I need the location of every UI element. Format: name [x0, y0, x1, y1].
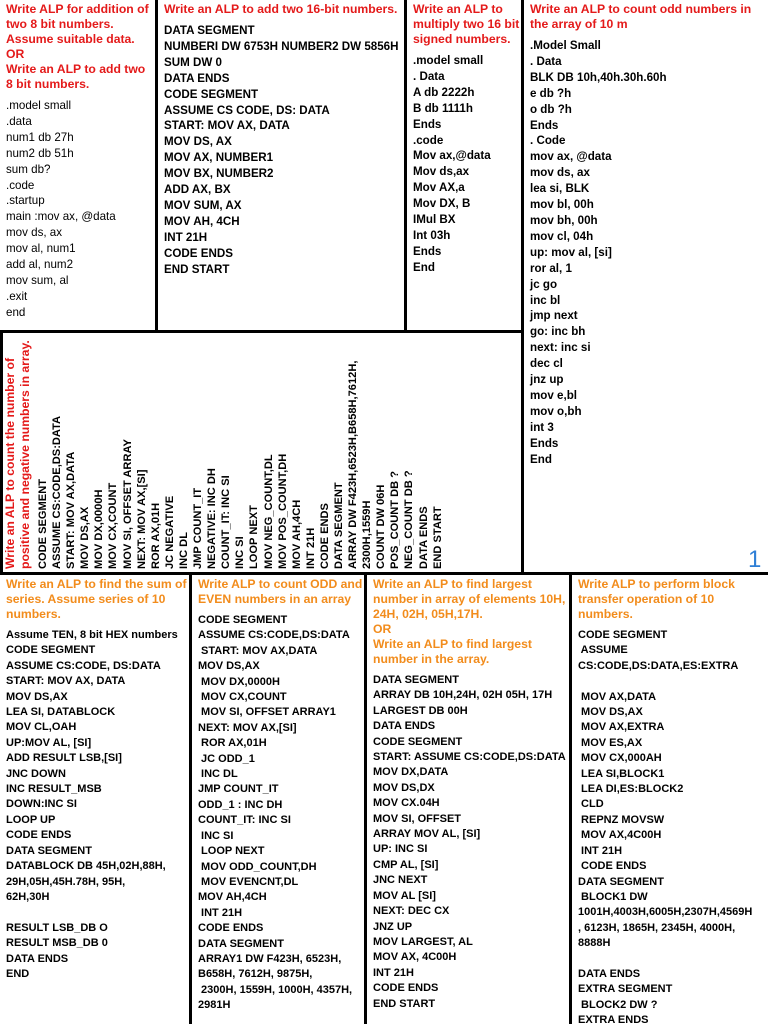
code-line: mov ds, ax: [6, 226, 63, 240]
panel-title: Write an ALP to multiply two 16 bit signed numbers.: [413, 2, 520, 46]
code-line: NEXT: MOV AX,[SI]: [198, 721, 297, 734]
code-line: INC SI: [234, 536, 247, 569]
code-line: 29H,05H,45H.78H, 95H,: [6, 875, 126, 888]
code-line: MOV DX,DATA: [373, 766, 449, 779]
code-line: INC DL: [177, 532, 190, 569]
code-line: EXTRA ENDS: [578, 1014, 649, 1024]
code-line: ADD RESULT LSB,[SI]: [6, 752, 122, 765]
panel-title: Write an ALP to count odd numbers in the array of 10 m: [530, 2, 752, 31]
code-line: MOV POS_COUNT,DH: [276, 453, 289, 569]
code-line: Int 03h: [413, 228, 451, 242]
code-line: MOV EVENCNT,DL: [198, 875, 299, 888]
code-line: Mov DX, B: [413, 197, 471, 211]
code-line: int 3: [530, 420, 554, 434]
code-line: mov bl, 00h: [530, 198, 594, 212]
code-line: mov sum, al: [6, 273, 69, 287]
code-line: MOV SI, OFFSET ARRAY: [121, 439, 134, 569]
code-line: LOOP NEXT: [248, 505, 261, 569]
code-line: LOOP NEXT: [198, 845, 265, 858]
code-line: SUM DW 0: [164, 55, 222, 69]
code-line: DOWN:INC SI: [6, 798, 77, 811]
code-line: , 6123H, 1865H, 2345H, 4000H,: [578, 921, 736, 934]
code-line: MOV AH,4CH: [290, 499, 303, 569]
code-line: o db ?h: [530, 102, 572, 116]
panel-title: Write ALP to perform block transfer operation of 10 numbers.: [578, 577, 735, 621]
code-line: DATA SEGMENT: [578, 875, 664, 888]
code-line: MOV CL,OAH: [6, 721, 77, 734]
code-line: end: [6, 305, 26, 319]
code-line: CODE SEGMENT: [198, 614, 288, 626]
code-line: CODE SEGMENT: [37, 479, 49, 569]
panel-title: Write ALP to count ODD and EVEN numbers in an array: [198, 577, 363, 606]
code-line: JC NEGATIVE: [163, 495, 176, 569]
code-line: INT 21H: [304, 527, 317, 569]
code-line: CODE SEGMENT: [164, 87, 259, 101]
code-line: MOV NEG_COUNT,DL: [262, 454, 275, 569]
code-line: MOV DS, AX: [164, 135, 232, 149]
code-line: INT 21H: [578, 844, 623, 857]
code-line: INT 21H: [164, 230, 208, 244]
code-line: .code: [6, 178, 35, 192]
code-line: END: [6, 967, 30, 980]
code-line: ASSUME CS:CODE, DS:DATA: [6, 659, 161, 672]
code-line: DATA ENDS: [578, 967, 641, 980]
panel-title: Write ALP for addition of two 8 bit numbers. Assume suitable data. OR Write an ALP to add two 8 bit numbers.: [6, 2, 149, 91]
code-line: JMP COUNT_IT: [198, 783, 279, 796]
code-line: MOV DX,0000H: [198, 675, 280, 688]
panel-sum-series: [0, 575, 192, 1024]
code-line: .code: [413, 133, 444, 147]
code-line: ASSUME: [578, 644, 628, 657]
code-line: [6, 905, 192, 920]
code-line: DATA ENDS: [164, 71, 230, 85]
code-line: ADD AX, BX: [164, 183, 231, 197]
code-listing: [164, 23, 407, 278]
code-line: COUNT DW 06H: [375, 484, 388, 569]
code-line: next: inc si: [530, 341, 591, 355]
panel-add-16bit: [155, 0, 407, 332]
code-line: DATA SEGMENT: [332, 482, 345, 569]
code-line: JNC DOWN: [6, 767, 66, 780]
code-line: START: ASSUME CS:CODE,DS:DATA: [373, 751, 566, 764]
code-line: sum db?: [6, 162, 51, 176]
code-line: INC RESULT_MSB: [6, 783, 102, 796]
code-line: MOV DS,AX: [6, 690, 68, 703]
code-line: MOV CX,000AH: [578, 752, 662, 765]
code-line: . Code: [530, 134, 566, 148]
code-listing: [373, 673, 572, 1012]
code-line: dec cl: [530, 357, 563, 371]
code-listing: [530, 38, 768, 467]
code-line: .Model Small: [530, 39, 601, 52]
code-line: CODE SEGMENT: [578, 629, 668, 641]
code-line: 62H,30H: [6, 890, 50, 903]
code-listing: [6, 98, 158, 321]
code-line: MOV DX,0000H: [93, 489, 106, 569]
panel-add-8bit: [0, 0, 158, 332]
code-line: CODE ENDS: [198, 922, 264, 935]
code-line: UP:MOV AL, [SI]: [6, 736, 92, 749]
code-line: CODE ENDS: [318, 503, 331, 569]
code-line: . Data: [413, 69, 445, 83]
code-line: 8888H: [578, 937, 611, 950]
code-line: MOV AX,4C00H: [578, 829, 662, 842]
code-line: DATA ENDS: [6, 952, 69, 965]
code-line: ARRAY DW F423H,6523H,B658H,7612H,: [347, 360, 360, 569]
code-line: MOV SI, OFFSET ARRAY1: [198, 706, 336, 719]
code-line: End: [530, 452, 552, 466]
code-line: MOV CX.04H: [373, 797, 440, 810]
code-line: LEA SI,BLOCK1: [578, 767, 665, 780]
code-line: EXTRA SEGMENT: [578, 983, 673, 996]
code-line: JMP COUNT_IT: [192, 487, 205, 569]
code-line: mov bh, 00h: [530, 213, 598, 227]
code-listing: [36, 333, 445, 569]
code-line: BLK DB 10h,40h.30h.60h: [530, 70, 667, 84]
code-line: START: MOV AX, DATA: [164, 119, 290, 133]
code-line: Ends: [413, 244, 442, 258]
code-line: .model small: [6, 99, 72, 112]
code-line: REPNZ MOVSW: [578, 813, 665, 826]
code-line: START: MOV AX,DATA: [65, 451, 78, 569]
code-line: DATA SEGMENT: [198, 937, 284, 950]
code-line: Mov ax,@data: [413, 149, 491, 163]
panel-count-odd: [521, 0, 768, 572]
code-line: MOV SUM, AX: [164, 198, 242, 212]
code-line: CODE ENDS: [6, 829, 72, 842]
code-line: START: MOV AX,DATA: [198, 644, 318, 657]
code-line: MOV BX, NUMBER2: [164, 167, 274, 181]
code-line: add al, num2: [6, 258, 74, 272]
code-line: CODE ENDS: [164, 246, 233, 260]
code-line: NEXT: MOV AX,[SI]: [135, 469, 148, 569]
code-line: jnz up: [530, 373, 564, 387]
code-listing: [578, 628, 768, 1024]
code-line: lea si, BLK: [530, 182, 590, 196]
code-listing: [198, 613, 367, 1014]
code-line: MOV ODD_COUNT,DH: [198, 860, 317, 873]
code-line: CODE SEGMENT: [6, 644, 96, 657]
code-line: BLOCK1 DW: [578, 890, 648, 903]
code-line: MOV SI, OFFSET: [373, 812, 462, 825]
code-line: DATA SEGMENT: [164, 24, 255, 37]
code-line: MOV CX,COUNT: [107, 482, 120, 569]
code-line: . Data: [530, 54, 562, 68]
code-line: Ends: [413, 117, 442, 131]
code-line: MOV DS,AX: [578, 706, 643, 719]
code-line: e db ?h: [530, 86, 572, 100]
panel-multiply-16bit: [404, 0, 524, 332]
code-line: A db 2222h: [413, 85, 475, 99]
code-listing: [413, 53, 524, 276]
code-line: MOV AH, 4CH: [164, 214, 240, 228]
code-line: JC ODD_1: [198, 752, 255, 765]
code-line: COUNT_IT: INC SI: [198, 814, 291, 827]
code-line: mov cl, 04h: [530, 229, 594, 243]
code-line: MOV AL [SI]: [373, 889, 436, 902]
code-line: COUNT_IT: INC SI: [220, 475, 233, 569]
code-line: mov o,bh: [530, 404, 582, 418]
code-line: 2300H,1559H: [361, 500, 374, 569]
code-line: ODD_1 : INC DH: [198, 798, 283, 811]
code-line: MOV DS,AX: [79, 506, 92, 569]
code-line: NEG_COUNT DB ?: [403, 470, 416, 569]
code-line: START: MOV AX, DATA: [6, 675, 126, 688]
code-line: DATA ENDS: [373, 720, 436, 733]
code-line: LEA SI, DATABLOCK: [6, 706, 116, 719]
code-line: UP: INC SI: [373, 843, 428, 856]
code-line: .model small: [413, 54, 484, 67]
code-line: .data: [6, 114, 32, 128]
code-line: CODE SEGMENT: [373, 735, 463, 748]
code-line: NEGATIVE: INC DH: [206, 468, 219, 569]
code-line: LARGEST DB 00H: [373, 704, 468, 717]
code-line: ARRAY1 DW F423H, 6523H,: [198, 952, 342, 965]
code-line: ARRAY DB 10H,24H, 02H 05H, 17H: [373, 689, 553, 702]
code-line: 1001H,4003H,6005H,2307H,4569H: [578, 906, 753, 919]
code-line: JNC NEXT: [373, 874, 428, 887]
panel-count-pos-neg: [0, 333, 521, 575]
code-line: MOV AX,DATA: [578, 690, 657, 703]
code-line: LEA DI,ES:BLOCK2: [578, 783, 684, 796]
code-line: 2300H, 1559H, 1000H, 4357H,: [198, 983, 353, 996]
code-line: END START: [373, 997, 436, 1010]
code-line: NEXT: DEC CX: [373, 905, 450, 918]
code-line: jmp next: [530, 309, 578, 323]
code-line: CODE ENDS: [578, 860, 647, 873]
code-line: mov e,bl: [530, 388, 578, 402]
code-line: DATA SEGMENT: [373, 674, 459, 686]
code-line: RESULT MSB_DB 0: [6, 937, 108, 950]
code-line: IMul BX: [413, 213, 456, 227]
code-line: MOV LARGEST, AL: [373, 935, 473, 948]
code-line: ROR AX,01H: [198, 737, 267, 750]
panel-title: Write an ALP to find the sum of series. Assume series of 10 numbers.: [6, 577, 187, 621]
panel-title: Write an ALP to add two 16-bit numbers.: [164, 2, 398, 16]
code-line: CLD: [578, 798, 604, 811]
code-line: DATA ENDS: [417, 506, 430, 569]
code-line: ARRAY MOV AL, [SI]: [373, 828, 481, 841]
code-line: jc go: [530, 277, 558, 291]
code-line: .exit: [6, 289, 28, 303]
code-line: DATA SEGMENT: [6, 844, 92, 857]
code-line: .startup: [6, 194, 45, 208]
code-line: ASSUME CS:CODE,DS:DATA: [198, 629, 350, 642]
page-number: 1: [748, 546, 762, 573]
code-line: main :mov ax, @data: [6, 210, 116, 224]
code-line: MOV DS,DX: [373, 781, 435, 794]
code-line: CS:CODE,DS:DATA,ES:EXTRA: [578, 659, 739, 672]
code-line: num2 db 51h: [6, 146, 74, 160]
code-line: mov ax, @data: [530, 150, 612, 164]
code-line: RESULT LSB_DB O: [6, 921, 108, 934]
code-listing: [6, 628, 192, 982]
code-line: [578, 674, 768, 689]
code-line: END START: [431, 506, 444, 569]
code-line: CMP AL, [SI]: [373, 858, 439, 871]
code-line: Mov AX,a: [413, 181, 465, 195]
panel-title: Write an ALP to count the number of positive and negative numbers in array.: [3, 340, 32, 569]
code-line: DATABLOCK DB 45H,02H,88H,: [6, 860, 166, 873]
code-line: INC SI: [198, 829, 234, 842]
code-line: up: mov al, [si]: [530, 245, 612, 259]
code-line: ROR AX,01H: [149, 502, 162, 569]
code-line: INT 21H: [198, 906, 243, 919]
code-line: [578, 952, 768, 967]
code-line: mov ds, ax: [530, 166, 590, 180]
code-line: MOV CX,COUNT: [198, 691, 287, 704]
code-line: POS_COUNT DB ?: [389, 470, 402, 569]
code-line: MOV AX, NUMBER1: [164, 151, 274, 165]
code-line: INT 21H: [373, 966, 414, 979]
code-line: LOOP UP: [6, 813, 56, 826]
code-line: go: inc bh: [530, 325, 586, 339]
code-line: JNZ UP: [373, 920, 413, 933]
code-line: mov al, num1: [6, 242, 76, 256]
code-line: Mov ds,ax: [413, 165, 470, 179]
code-line: ror al, 1: [530, 261, 572, 275]
code-line: MOV DS,AX: [198, 660, 260, 673]
code-line: NUMBERI DW 6753H NUMBER2 DW 5856H: [164, 39, 399, 53]
panel-title: Write an ALP to find largest number in array of elements 10H, 24H, 02H, 05H,17H. OR Write an ALP to find largest number in the array.: [373, 577, 566, 666]
code-line: CODE ENDS: [373, 982, 439, 995]
panel-block-transfer: [569, 575, 768, 1024]
code-line: B658H, 7612H, 9875H,: [198, 968, 313, 981]
code-line: inc bl: [530, 293, 561, 307]
code-line: num1 db 27h: [6, 130, 74, 144]
code-line: Ends: [530, 118, 559, 132]
code-line: Ends: [530, 436, 559, 450]
code-line: End: [413, 260, 435, 274]
code-line: MOV AX,EXTRA: [578, 721, 665, 734]
code-line: Assume TEN, 8 bit HEX numbers: [6, 629, 178, 641]
code-line: MOV ES,AX: [578, 736, 643, 749]
code-line: MOV AH,4CH: [198, 891, 267, 904]
code-line: ASSUME CS CODE, DS: DATA: [164, 103, 330, 117]
code-line: INC DL: [198, 768, 238, 781]
code-line: BLOCK2 DW ?: [578, 998, 658, 1011]
code-line: END START: [164, 262, 230, 276]
code-line: ASSUME CS:CODE,DS:DATA: [51, 415, 64, 569]
panel-largest: [364, 575, 572, 1024]
panel-odd-even: [189, 575, 367, 1024]
code-line: MOV AX, 4C00H: [373, 951, 457, 964]
code-line: 2981H: [198, 999, 231, 1012]
code-line: B db 1111h: [413, 101, 473, 115]
